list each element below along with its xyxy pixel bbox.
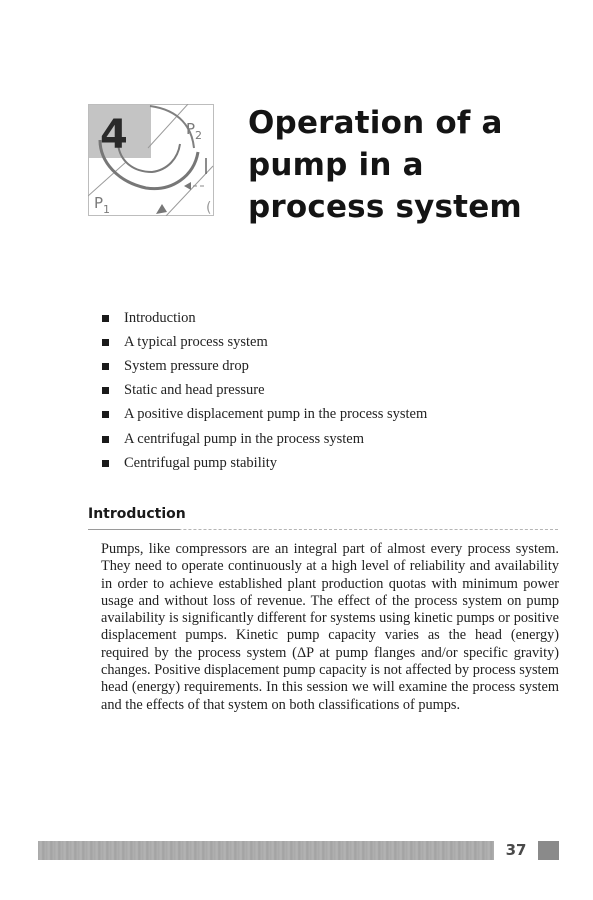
contents-item-label: Centrifugal pump stability [124,454,278,471]
contents-item-label: A positive displacement pump in the process system [124,406,428,423]
chapter-title [248,102,568,228]
chapter-title-line: process system [248,189,522,225]
bullet-square-icon [102,339,109,346]
contents-item [102,354,427,378]
bullet-square-icon [102,315,109,322]
chapter-graphic [88,104,218,216]
footer-bar [38,841,494,860]
contents-item-label: Introduction [124,309,196,326]
bullet-square-icon [102,387,109,394]
p1-letter: P [94,194,104,212]
contents-item-label: Static and head pressure [124,382,265,399]
section-heading: Introduction [88,506,186,522]
contents-item [102,403,427,427]
chapter-title-line: Operation of a [248,105,503,141]
pump-diagram-icon [88,104,218,216]
contents-item [102,379,427,403]
contents-item-label: A centrifugal pump in the process system [124,430,365,447]
chapter-title-line: pump in a [248,147,424,183]
section-body-paragraph: Pumps, like compressors are an integral part of almost every process system. They need to operate continuously at a high level of reliability and availability in order to achieve established plant production quotas with minimum power usage and without loss of revenue. The effect of the process system on pump availability is significantly different for systems using kinetic pumps or positive displacement pumps. Kinetic pump capacity varies as the head (energy) required by the process system (ΔP at pump flanges and/or specific gravity) changes. Positive displacement pump capacity is not affected by process system head (energy) requirements. In this session we will examine the process system and the effects of that system on both classifications of pumps. [101,541,559,713]
contents-item [102,427,427,451]
chapter-contents-list [102,306,427,475]
bullet-square-icon [102,436,109,443]
bracket-mark: ( [206,200,212,216]
chapter-number: 4 [100,112,128,158]
page-number: 37 [505,841,527,859]
bullet-square-icon [102,363,109,370]
p2-subscript: 2 [195,129,203,142]
contents-item-label: A typical process system [124,333,268,350]
section-divider-accent [88,529,180,530]
contents-item [102,330,427,354]
p2-letter: P [186,120,196,138]
footer-block [538,841,559,860]
p1-subscript: 1 [103,203,111,216]
bullet-square-icon [102,411,109,418]
contents-item [102,451,427,475]
contents-item-label: System pressure drop [124,357,249,374]
bullet-square-icon [102,460,109,467]
contents-item [102,306,427,330]
